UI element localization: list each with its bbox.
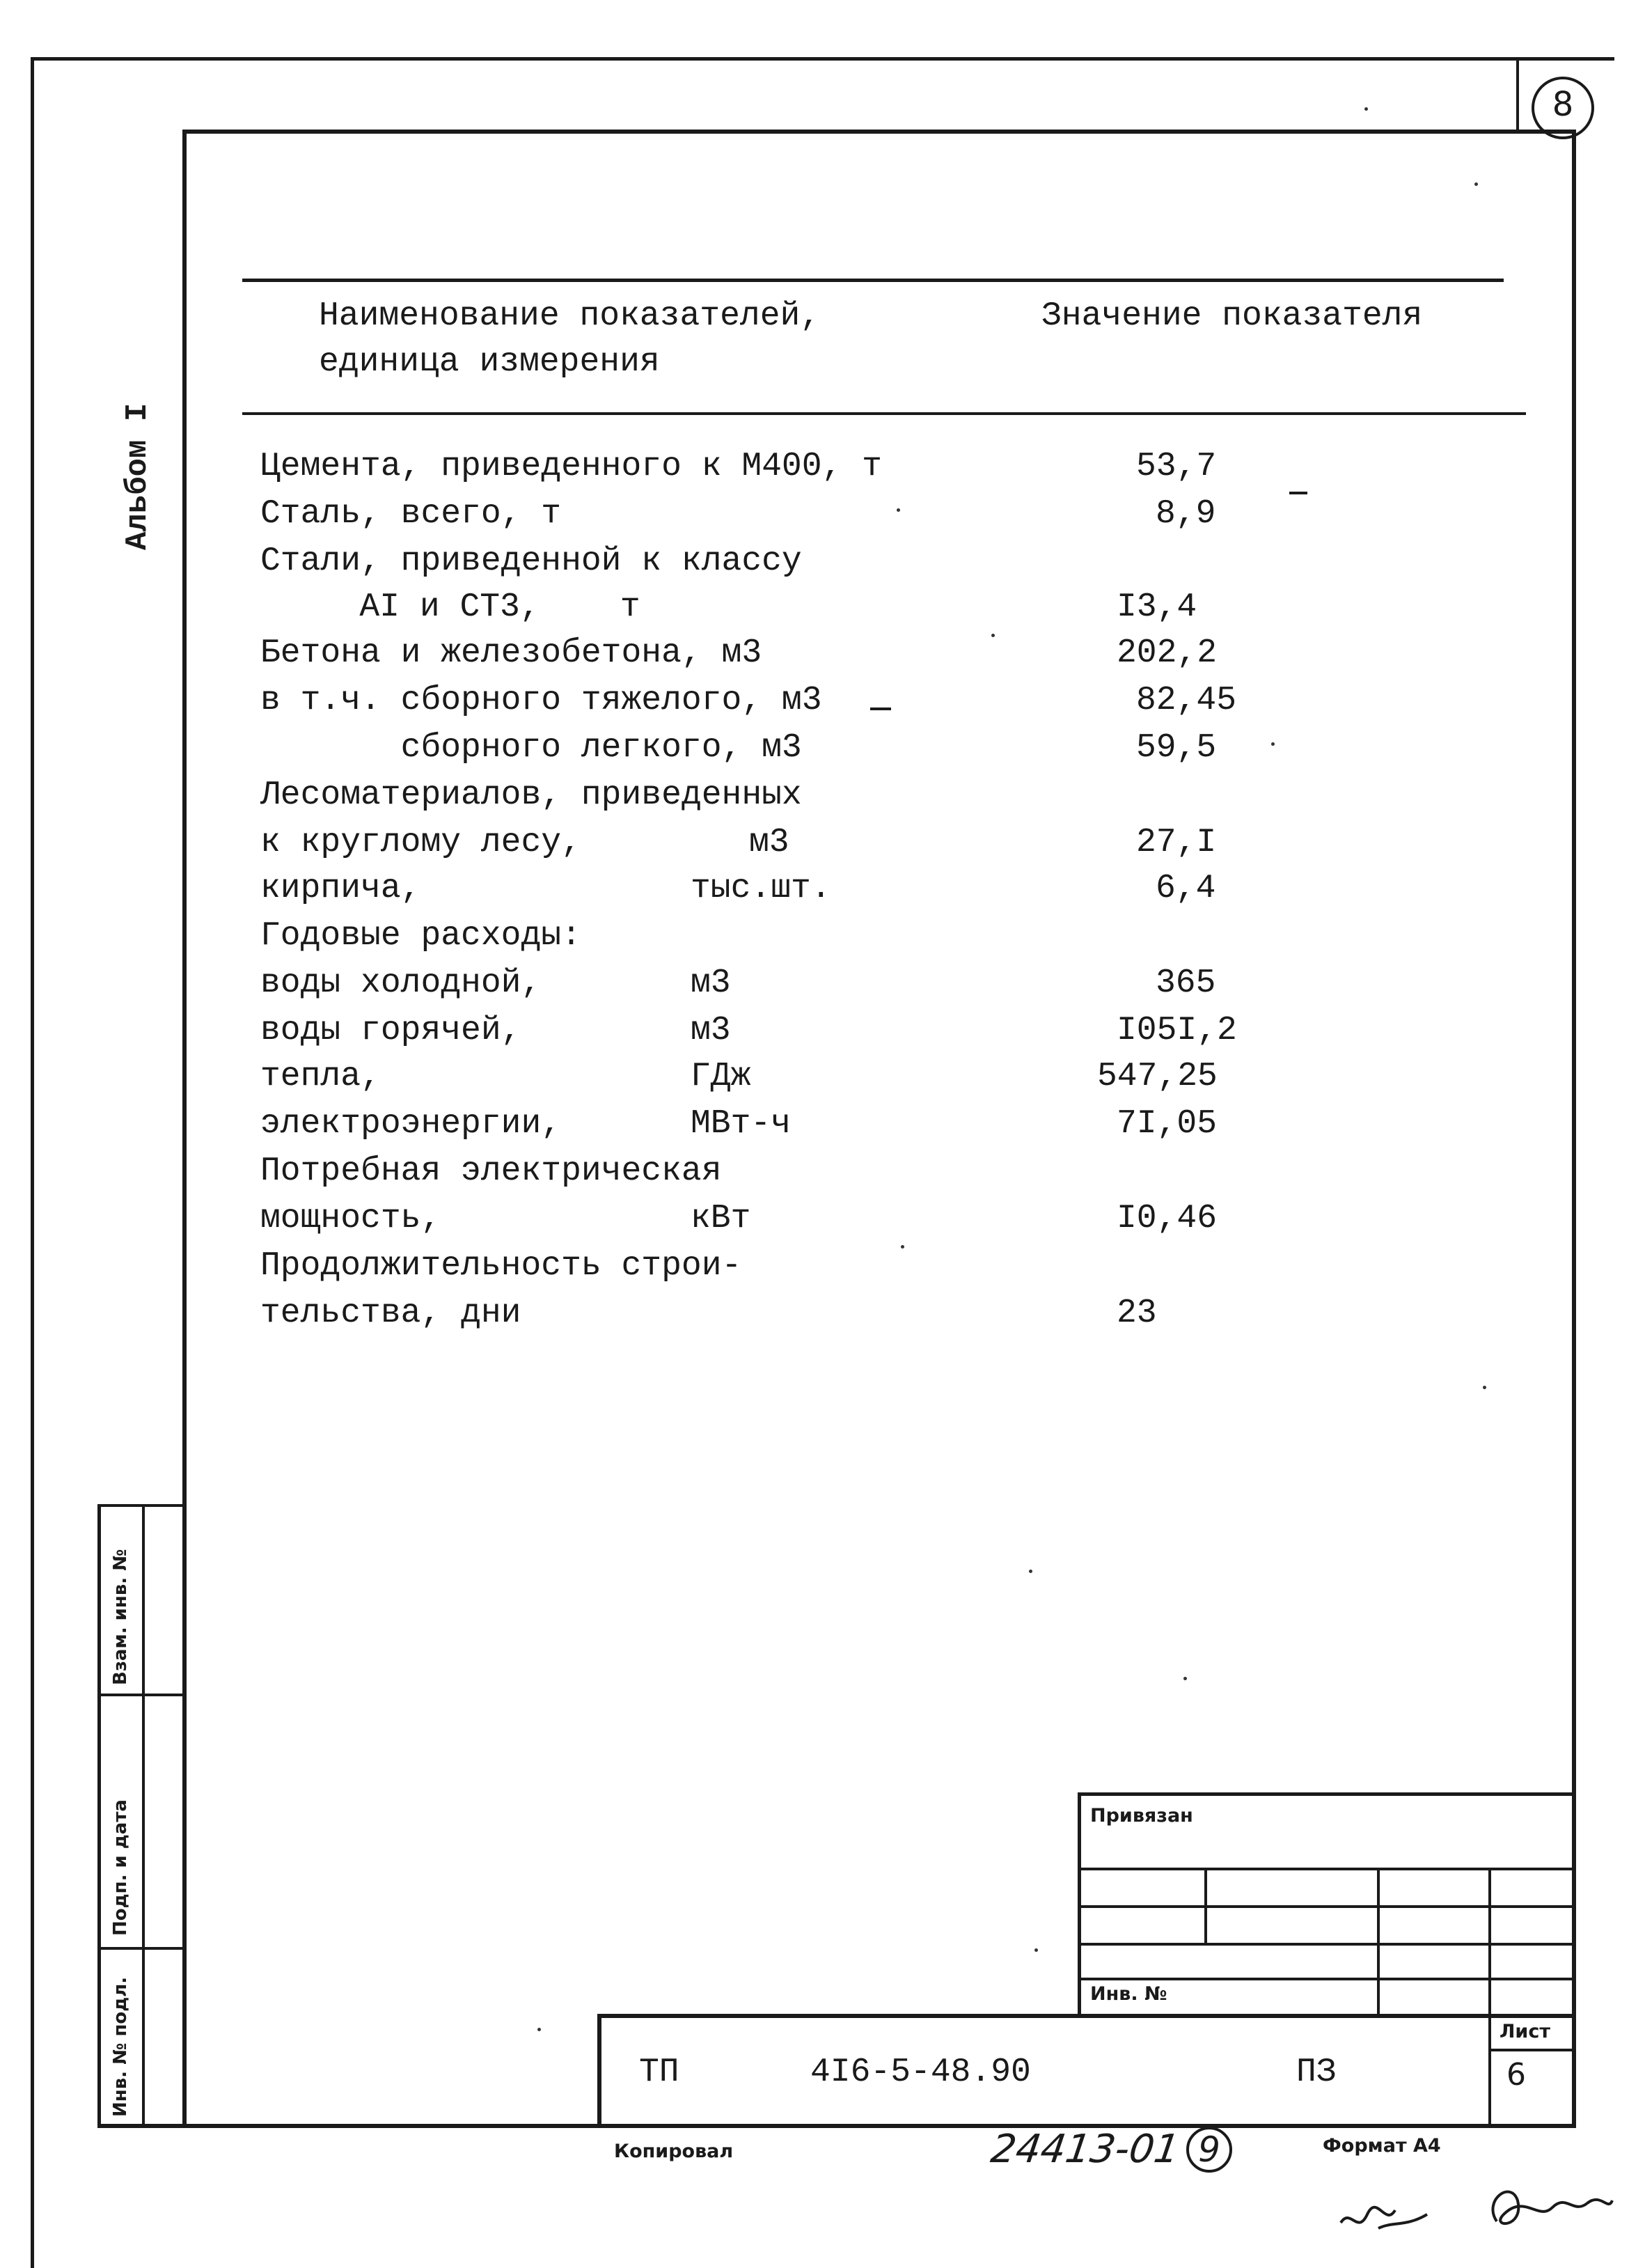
privyazan-label: Привязан xyxy=(1090,1805,1193,1827)
speck xyxy=(1271,742,1275,746)
row-value: 59,5 xyxy=(1136,729,1217,767)
row-name: в т.ч. сборного тяжелого, м3 xyxy=(260,682,822,719)
document-code: 4I6-5-48.90 xyxy=(810,2054,1031,2091)
row-unit: тыс.шт. xyxy=(691,870,831,907)
row-unit: м3 xyxy=(691,964,731,1002)
row-name: кирпича, xyxy=(260,870,421,907)
row-unit: МВт-ч xyxy=(691,1105,792,1143)
table-row xyxy=(0,497,1645,545)
dash xyxy=(1289,492,1307,494)
table-row xyxy=(0,731,1645,779)
header-value: Значение показателя xyxy=(1041,297,1423,335)
table-row xyxy=(0,964,1645,1014)
handwritten-number: 24413-01 xyxy=(988,2127,1183,2172)
privyazan-top xyxy=(1078,1792,1576,1796)
sheet-cell-left xyxy=(1488,2014,1491,2128)
table-row xyxy=(0,776,1645,826)
privyazan-left xyxy=(1078,1792,1081,2015)
row-value: 27,I xyxy=(1136,824,1217,861)
dash xyxy=(870,707,891,710)
speck xyxy=(1474,182,1478,186)
table-row xyxy=(0,588,1645,638)
row-name: к круглому лесу, xyxy=(260,824,581,861)
row-name: Лесоматериалов, приведенных xyxy=(260,776,802,814)
privyazan-row1 xyxy=(1078,1868,1576,1870)
row-name: Бетона и железобетона, м3 xyxy=(260,634,762,672)
table-row xyxy=(0,684,1645,731)
privyazan-row2 xyxy=(1078,1905,1576,1908)
privyazan-col3 xyxy=(1488,1868,1491,2015)
speck xyxy=(901,1245,904,1249)
row-name: Цемента, приведенного к М400, т xyxy=(260,448,882,485)
row-name: воды горячей, xyxy=(260,1012,521,1049)
privyazan-row4 xyxy=(1078,1978,1576,1980)
row-value: 53,7 xyxy=(1136,448,1217,485)
row-value: 23 xyxy=(1117,1295,1157,1332)
speck xyxy=(991,634,995,637)
row-name: Сталь, всего, т xyxy=(260,495,562,533)
privyazan-col2 xyxy=(1377,1868,1380,2015)
side-stamp-sep2 xyxy=(97,1947,187,1950)
speck xyxy=(1183,1677,1187,1680)
table-row xyxy=(0,872,1645,919)
inner-frame-top xyxy=(182,130,1575,134)
speck xyxy=(1034,1948,1038,1952)
table-row xyxy=(0,1014,1645,1061)
row-unit: м3 xyxy=(749,824,789,861)
row-value: I3,4 xyxy=(1117,588,1197,626)
row-value: 202,2 xyxy=(1117,634,1218,672)
header-name-line2: единица измерения xyxy=(319,343,660,381)
sheet-cell-sep xyxy=(1488,2049,1576,2051)
inv-no-label: Инв. № xyxy=(1090,1983,1167,2005)
row-name: AI и СТ3, т xyxy=(299,588,640,626)
circled-number: 9 xyxy=(1198,2129,1220,2170)
sheet-label: Лист xyxy=(1500,2021,1550,2042)
speck xyxy=(897,508,900,512)
table-row xyxy=(0,1249,1645,1297)
row-value: 8,9 xyxy=(1156,495,1216,533)
row-value: I05I,2 xyxy=(1117,1012,1237,1049)
row-name: Продолжительность строи- xyxy=(260,1247,742,1285)
row-value: 365 xyxy=(1156,964,1216,1002)
speck xyxy=(1364,107,1368,111)
row-value: I0,46 xyxy=(1117,1200,1218,1237)
table-header-rule xyxy=(242,412,1526,415)
table-row xyxy=(0,450,1645,497)
table-row xyxy=(0,826,1645,873)
podp-data-label: Подп. и дата xyxy=(110,1799,131,1936)
sheet-number: 6 xyxy=(1506,2057,1526,2093)
speck xyxy=(537,2028,541,2031)
privyazan-col1 xyxy=(1204,1868,1207,1944)
row-name: электроэнергии, xyxy=(260,1105,562,1143)
row-name: тельства, дни xyxy=(260,1295,521,1332)
signature-1 xyxy=(1337,2187,1434,2242)
row-unit: кВт xyxy=(691,1200,751,1237)
row-name: Стали, приведенной к классу xyxy=(260,542,802,580)
row-name: сборного легкого, м3 xyxy=(260,729,802,767)
privyazan-row3 xyxy=(1078,1943,1576,1946)
row-name: Годовые расходы: xyxy=(260,917,581,955)
inv-podl-label: Инв. № подл. xyxy=(110,1976,131,2117)
row-name: Потребная электрическая xyxy=(260,1152,722,1190)
inner-frame-bottom xyxy=(97,2124,1576,2128)
signature-2 xyxy=(1476,2173,1615,2242)
row-unit: ГДж xyxy=(691,1058,751,1095)
side-stamp-sep1 xyxy=(97,1694,187,1696)
vzam-inv-label: Взам. инв. № xyxy=(110,1549,131,1685)
side-stamp-outer-left xyxy=(97,1504,101,2128)
designation-top xyxy=(597,2014,1576,2018)
code-prefix: ТП xyxy=(639,2054,679,2091)
table-row xyxy=(0,1202,1645,1249)
page-number: 8 xyxy=(1552,85,1574,124)
outer-border-top xyxy=(31,57,1614,61)
table-row xyxy=(0,1297,1645,1344)
row-value: 6,4 xyxy=(1156,870,1216,907)
table-row xyxy=(0,1107,1645,1155)
table-row xyxy=(0,1152,1645,1202)
page-number-box-left xyxy=(1516,60,1519,132)
table-row xyxy=(0,542,1645,592)
speck xyxy=(1029,1570,1032,1573)
document-type: ПЗ xyxy=(1296,2054,1337,2091)
row-name: тепла, xyxy=(260,1058,381,1095)
format-label: Формат А4 xyxy=(1323,2135,1441,2157)
table-row xyxy=(0,636,1645,684)
table-row xyxy=(0,1060,1645,1107)
row-unit: м3 xyxy=(691,1012,731,1049)
row-name: воды холодной, xyxy=(260,964,542,1002)
designation-left xyxy=(597,2014,601,2128)
speck xyxy=(1483,1386,1486,1389)
kopiroval-label: Копировал xyxy=(614,2141,734,2162)
table-row xyxy=(0,919,1645,967)
row-value: 7I,05 xyxy=(1117,1105,1218,1143)
header-name-line1: Наименование показателей, xyxy=(319,297,821,335)
row-value: 82,45 xyxy=(1136,682,1237,719)
side-stamp-divider xyxy=(142,1504,145,2128)
album-label: Альбом I xyxy=(120,402,155,550)
side-stamp-top xyxy=(97,1504,187,1507)
row-value: 547,25 xyxy=(1097,1058,1218,1095)
table-top-rule xyxy=(242,279,1504,282)
row-name: мощность, xyxy=(260,1200,441,1237)
